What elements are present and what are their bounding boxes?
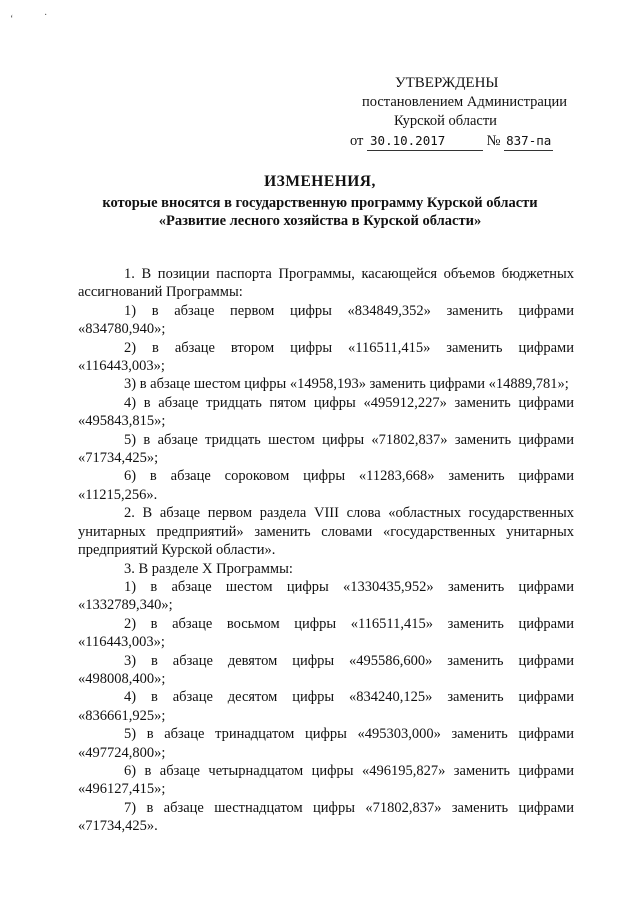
document-title: ИЗМЕНЕНИЯ, [264,173,376,190]
document-subtitle: «Развитие лесного хозяйства в Курской области» [158,213,482,229]
paragraph: 2. В абзаце первом раздела VIII слова «областных государственных унитарных предприятий» заменить словами «государственных унитарных предприятий Курской области». [78,505,574,559]
document-body [78,265,574,836]
approval-line: Курской области [394,113,497,129]
paragraph: 6) в абзаце сороковом цифры «11283,668» заменить цифрами «11215,256». [78,468,574,503]
paragraph: 4) в абзаце десятом цифры «834240,125» заменить цифрами «836661,925»; [78,689,574,724]
paragraph: 5) в абзаце тридцать шестом цифры «71802,837» заменить цифрами «71734,425»; [78,431,574,467]
approval-date-line [350,131,590,151]
paragraph: 7) в абзаце шестнадцатом цифры «71802,837» заменить цифрами «71734,425». [78,799,574,835]
paragraph: 3) в абзаце девятом цифры «495586,600» заменить цифрами «498008,400»; [78,652,574,687]
paragraph: 3. В разделе X Программы: [124,560,293,577]
paragraph: 2) в абзаце втором цифры «116511,415» заменить цифрами «116443,003»; [78,339,574,375]
number-prefix: № [486,133,501,149]
approval-date: 30.10.2017 [367,131,483,151]
paragraph: 6) в абзаце четырнадцатом цифры «496195,827» заменить цифрами «496127,415»; [78,762,574,798]
document-subtitle: которые вносятся в государственную программу Курской области [102,195,538,211]
approval-stamp [350,74,590,151]
paragraph: 1) в абзаце первом цифры «834849,352» заменить цифрами «834780,940»; [78,302,574,338]
paragraph: 1. В позиции паспорта Программы, касающейся объемов бюджетных ассигнований Программы: [78,266,574,301]
paragraph: 3) в абзаце шестом цифры «14958,193» заменить цифрами «14889,781»; [124,376,569,393]
scan-mark: · [44,10,48,21]
paragraph: 2) в абзаце восьмом цифры «116511,415» заменить цифрами «116443,003»; [78,615,574,651]
approval-line: постановлением Администрации [362,94,568,110]
approval-heading: УТВЕРЖДЕНЫ [395,75,499,91]
scan-mark: ‘ [10,14,14,25]
paragraph: 5) в абзаце тринадцатом цифры «495303,000» заменить цифрами «497724,800»; [78,726,574,761]
approval-number: 837-па [504,131,553,151]
date-prefix: от [350,133,364,149]
paragraph: 4) в абзаце тридцать пятом цифры «495912,227» заменить цифрами «495843,815»; [78,394,574,430]
paragraph: 1) в абзаце шестом цифры «1330435,952» заменить цифрами «1332789,340»; [78,578,574,614]
